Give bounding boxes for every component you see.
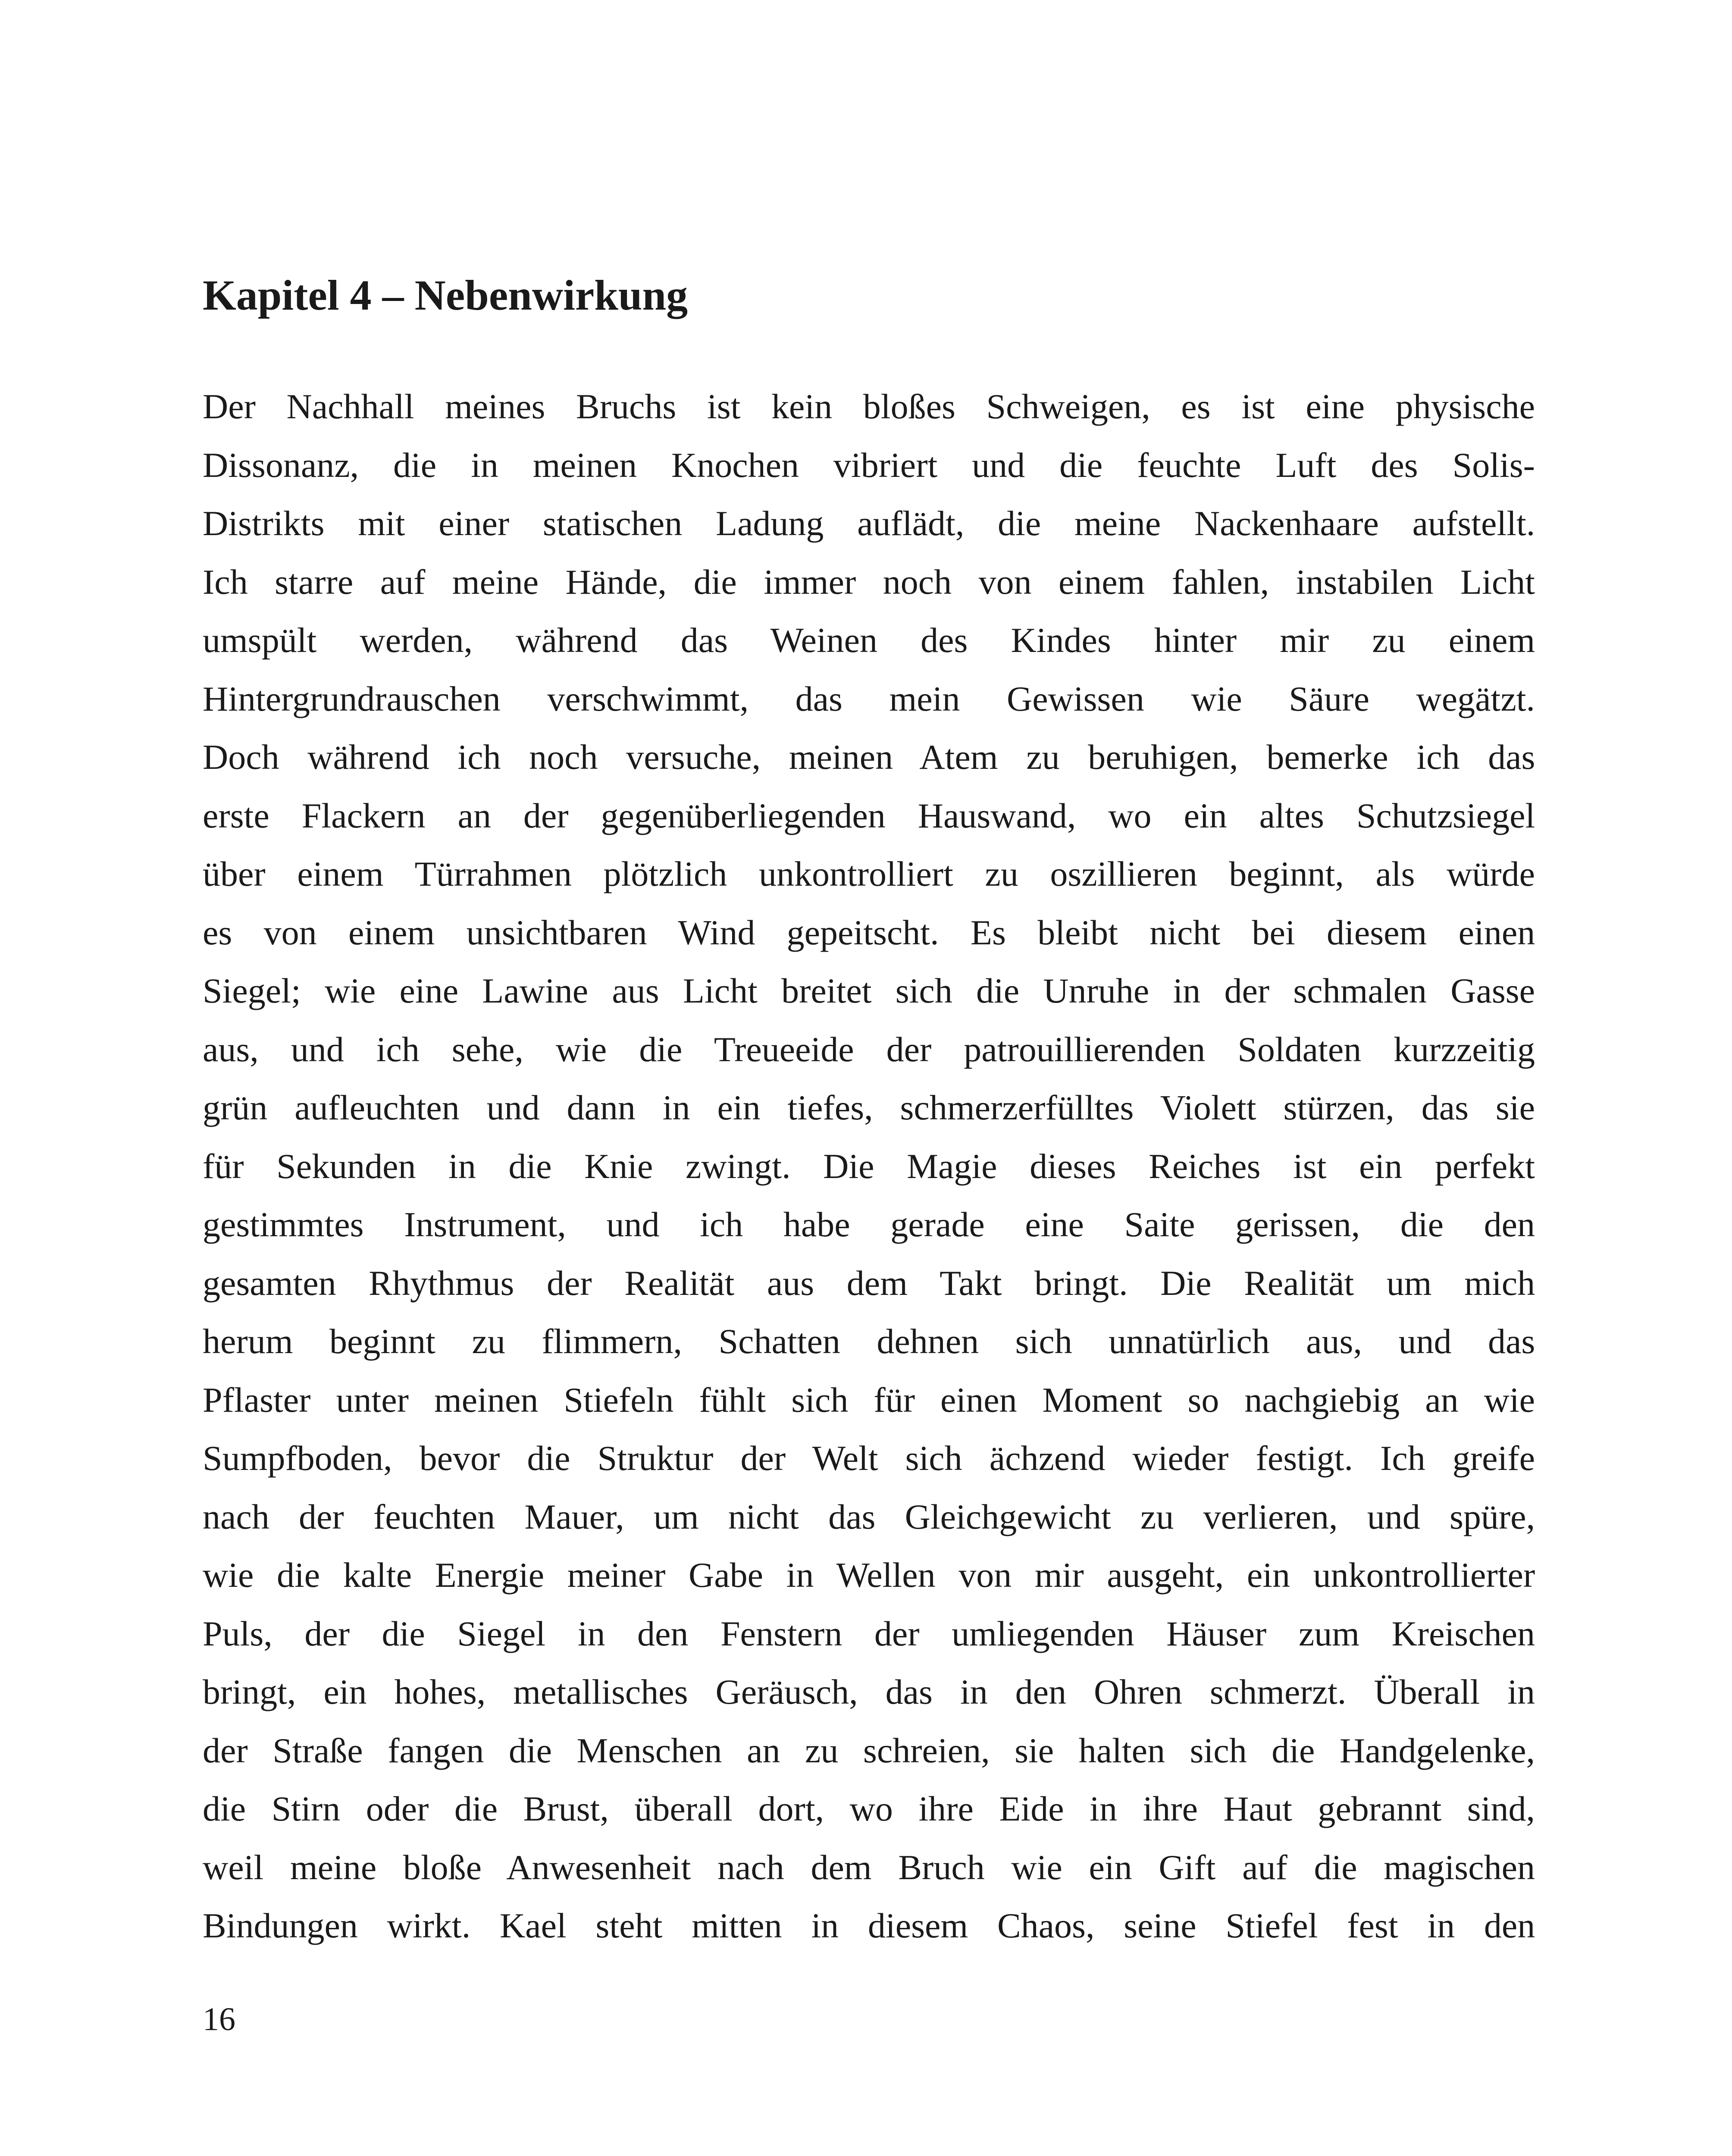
- text-line: gesamten Rhythmus der Realität aus dem Takt bringt. Die Realität um mich: [203, 1263, 1535, 1303]
- text-line: Bindungen wirkt. Kael steht mitten in diesem Chaos, seine Stiefel fest in den: [203, 1906, 1535, 1945]
- text-line: grün aufleuchten und dann in ein tiefes, schmerzerfülltes Violett stürzen, das sie: [203, 1088, 1535, 1127]
- text-line: nach der feuchten Mauer, um nicht das Gleichgewicht zu verlieren, und spüre,: [203, 1497, 1535, 1536]
- text-line: der Straße fangen die Menschen an zu schreien, sie halten sich die Handgelenke,: [203, 1730, 1535, 1770]
- text-line: Distrikts mit einer statischen Ladung auflädt, die meine Nackenhaare aufstellt.: [203, 504, 1535, 543]
- text-line: herum beginnt zu flimmern, Schatten dehnen sich unnatürlich aus, und das: [203, 1322, 1535, 1361]
- text-line: weil meine bloße Anwesenheit nach dem Bruch wie ein Gift auf die magischen: [203, 1847, 1535, 1887]
- text-line: die Stirn oder die Brust, überall dort, wo ihre Eide in ihre Haut gebrannt sind,: [203, 1789, 1535, 1828]
- text-line: Siegel; wie eine Lawine aus Licht breitet sich die Unruhe in der schmalen Gasse: [203, 971, 1535, 1010]
- text-line: Sumpfboden, bevor die Struktur der Welt sich ächzend wieder festigt. Ich greife: [203, 1438, 1535, 1478]
- text-line: Doch während ich noch versuche, meinen Atem zu beruhigen, bemerke ich das: [203, 737, 1535, 777]
- text-line: gestimmtes Instrument, und ich habe gerade eine Saite gerissen, die den: [203, 1205, 1535, 1244]
- text-line: wie die kalte Energie meiner Gabe in Wellen von mir ausgeht, ein unkontrollierter: [203, 1555, 1535, 1595]
- page-number: 16: [203, 2001, 235, 2037]
- text-line: erste Flackern an der gegenüberliegenden Hauswand, wo ein altes Schutzsiegel: [203, 796, 1535, 835]
- text-line: für Sekunden in die Knie zwingt. Die Magie dieses Reiches ist ein perfekt: [203, 1146, 1535, 1186]
- text-line: es von einem unsichtbaren Wind gepeitscht. Es bleibt nicht bei diesem einen: [203, 912, 1535, 952]
- text-line: umspült werden, während das Weinen des Kindes hinter mir zu einem: [203, 620, 1535, 660]
- text-line: aus, und ich sehe, wie die Treueeide der patrouillierenden Soldaten kurzzeitig: [203, 1029, 1535, 1069]
- text-line: Hintergrundrauschen verschwimmt, das mein Gewissen wie Säure wegätzt.: [203, 679, 1535, 718]
- text-line: Ich starre auf meine Hände, die immer noch von einem fahlen, instabilen Licht: [203, 562, 1535, 602]
- text-line: Pflaster unter meinen Stiefeln fühlt sich für einen Moment so nachgiebig an wie: [203, 1380, 1535, 1420]
- text-line: Puls, der die Siegel in den Fenstern der umliegenden Häuser zum Kreischen: [203, 1614, 1535, 1653]
- text-line: über einem Türrahmen plötzlich unkontrolliert zu oszillieren beginnt, als würde: [203, 854, 1535, 893]
- text-line: bringt, ein hohes, metallisches Geräusch, das in den Ohren schmerzt. Überall in: [203, 1672, 1535, 1711]
- chapter-title: Kapitel 4 – Nebenwirkung: [203, 271, 688, 319]
- text-line: Der Nachhall meines Bruchs ist kein bloßes Schweigen, es ist eine physische: [203, 387, 1535, 426]
- body-paragraph: [203, 377, 1535, 1955]
- text-line: Dissonanz, die in meinen Knochen vibriert und die feuchte Luft des Solis-: [203, 445, 1535, 485]
